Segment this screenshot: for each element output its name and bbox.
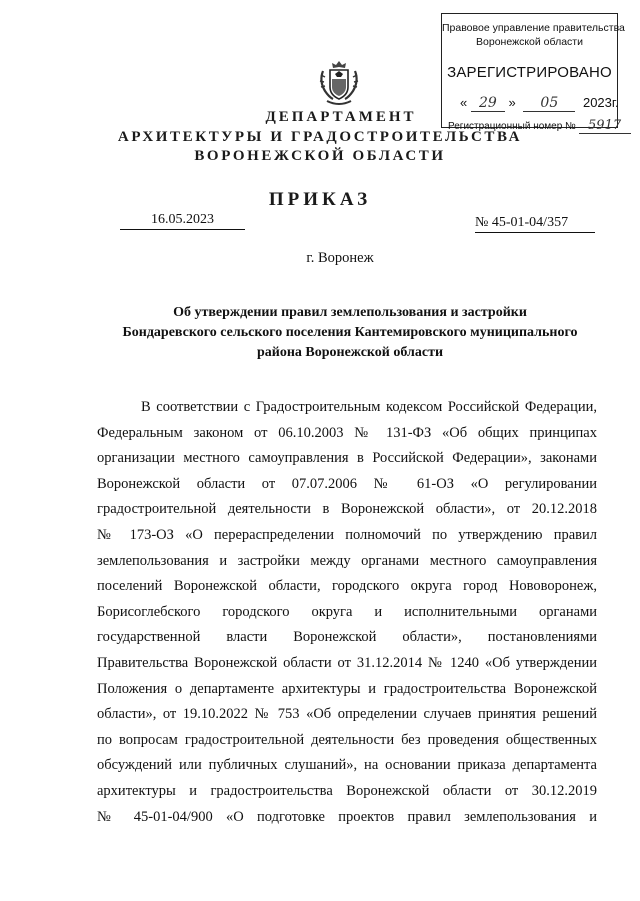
document-type-title: ПРИКАЗ: [268, 189, 372, 210]
body-line: В соответствии с Градостроительным кодексом Российской Федерации,: [141, 399, 597, 415]
subject-line: района Воронежской области: [256, 345, 444, 360]
stamp-date-close-quote: »: [508, 95, 516, 110]
body-line: Борисоглебского городского округа и исполнительными органами: [97, 603, 597, 620]
document-city: г. Воронеж: [306, 250, 374, 266]
document-subject: [100, 303, 600, 363]
body-line: обсуждений или публичных слушаний», на основании приказа департамента: [97, 757, 597, 774]
body-line: № 45-01-04/900 «О подготовке проектов правил землепользования и: [97, 808, 597, 825]
body-line: области», от 19.10.2022 № 753 «Об определении случаев принятия решений: [97, 706, 597, 723]
stamp-reg-label: Регистрационный номер №: [448, 121, 576, 132]
document-number: № 45-01-04/357: [475, 215, 595, 233]
body-line: Федеральным законом от 06.10.2003 № 131-ФЗ «Об общих принципах: [97, 424, 597, 441]
stamp-org-line1: Правовое управление правительства: [442, 22, 625, 34]
department-title-line2: АРХИТЕКТУРЫ И ГРАДОСТРОИТЕЛЬСТВА: [117, 129, 523, 145]
body-line: Правительства Воронежской области от 31.12.2014 № 1240 «Об утверждении: [97, 654, 597, 671]
stamp-reg-number: 5917: [579, 118, 631, 134]
body-line: государственной власти Воронежской области», постановлениями: [97, 629, 597, 646]
subject-line: Об утверждении правил землепользования и застройки: [173, 305, 527, 320]
body-line: землепользования и застройки между органами местного самоуправления: [97, 552, 597, 569]
body-line: поселений Воронежской области, городского округа город Нововоронеж,: [97, 578, 597, 595]
body-line: Положения о департаменте архитектуры и градостроительства Воронежской: [97, 680, 597, 697]
stamp-org-line2: Воронежской области: [476, 36, 583, 48]
stamp-date-open-quote: «: [460, 95, 468, 110]
stamp-date-day: 29: [471, 95, 505, 112]
coat-of-arms-icon: [315, 55, 363, 110]
subject-line: Бондаревского сельского поселения Кантемировского муниципального: [122, 325, 578, 340]
document-body: [97, 395, 597, 830]
body-line: организации местного самоуправления в Российской Федерации», законами: [97, 450, 597, 467]
body-line: Воронежской области от 07.07.2006 № 61-ОЗ «О регулировании: [97, 475, 597, 492]
stamp-date-month: 05: [523, 95, 575, 112]
stamp-date-year: 2023г.: [582, 95, 619, 110]
department-title-line3: ВОРОНЕЖСКОЙ ОБЛАСТИ: [194, 148, 446, 164]
document-date: 16.05.2023: [120, 212, 245, 230]
body-line: по вопросам градостроительной деятельности без проведения общественных: [97, 731, 597, 748]
body-line: градостроительной деятельности в Воронежской области», от 20.12.2018: [97, 501, 597, 518]
body-line: архитектуры и градостроительства Воронежской области от 30.12.2019: [97, 782, 597, 799]
department-title-line1: ДЕПАРТАМЕНТ: [265, 109, 417, 125]
stamp-registered: ЗАРЕГИСТРИРОВАНО: [447, 64, 612, 81]
body-line: № 173-ОЗ «О перераспределении полномочий по утверждению правил: [97, 526, 597, 543]
